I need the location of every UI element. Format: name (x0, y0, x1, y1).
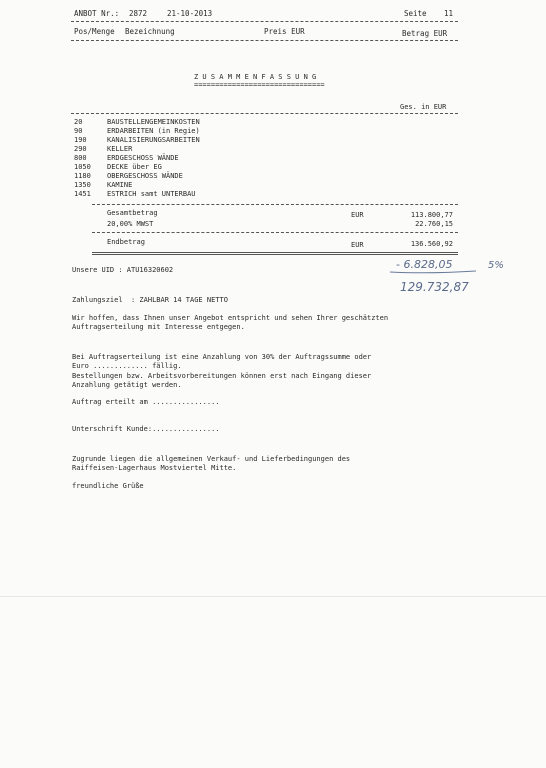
summary-title: Z U S A M M E N F A S S U N G (194, 73, 317, 81)
payment-terms: Zahlungsziel : ZAHLBAR 14 TAGE NETTO (72, 296, 228, 304)
vat-label: 20,00% MWST (107, 220, 154, 228)
summary-row-desc: ERDARBEITEN (in Regie) (107, 127, 200, 135)
summary-row-desc: ERDGESCHOSS WÄNDE (107, 154, 179, 162)
summary-row-desc: KAMINE (107, 181, 133, 189)
handwritten-underline (388, 269, 478, 275)
handwritten-net-total: 129.732,87 (400, 280, 469, 294)
summary-row-pos: 1180 (74, 172, 91, 180)
offer-number: 2872 (129, 9, 148, 18)
total-currency: EUR (351, 211, 364, 219)
closing-paragraph-line: Auftragserteilung mit Interesse entgegen. (72, 323, 245, 331)
header-rule-bottom (71, 40, 458, 41)
summary-row-pos: 190 (74, 136, 87, 144)
terms-paragraph-line: Raiffeisen-Lagerhaus Mostviertel Mitte. (72, 464, 237, 472)
summary-row-pos: 1350 (74, 181, 91, 189)
deposit-paragraph-line: Bei Auftragserteilung ist eine Anzahlung von 30% der Auftragssumme oder (72, 353, 372, 361)
offer-number-label: ANBOT Nr.: (74, 9, 120, 18)
total-amount: 113.800,77 (410, 211, 453, 219)
column-header-pos: Pos/Menge (74, 27, 115, 36)
summary-row-pos: 1050 (74, 163, 91, 171)
summary-row-desc: KELLER (107, 145, 133, 153)
grand-total-currency: EUR (351, 241, 364, 249)
page-label: Seite (404, 9, 427, 18)
company-uid: Unsere UID : ATU16320602 (72, 266, 174, 274)
header-rule-top (71, 21, 458, 22)
customer-signature-line: Unterschrift Kunde:................ (72, 425, 220, 433)
summary-row-pos: 800 (74, 154, 87, 162)
summary-title-underline: =============================== (194, 81, 325, 89)
summary-rule-top (71, 113, 458, 114)
deposit-paragraph-line: Euro ............. fällig. (72, 362, 182, 370)
summary-rule-vat (92, 232, 458, 233)
summary-row-pos: 90 (74, 127, 83, 135)
column-header-description: Bezeichnung (125, 27, 175, 36)
deposit-paragraph-line: Bestellungen bzw. Arbeitsvorbereitungen können erst nach Eingang dieser (72, 372, 372, 380)
handwritten-discount: - 6.828,05 (396, 258, 453, 271)
vat-amount: 22.760,15 (415, 220, 453, 228)
scan-artifact-line (0, 596, 546, 597)
summary-row-desc: KANALISIERUNGSARBEITEN (107, 136, 200, 144)
closing-paragraph-line: Wir hoffen, dass Ihnen unser Angebot entspricht und sehen Ihrer geschätzten (72, 314, 389, 322)
summary-row-desc: OBERGESCHOSS WÄNDE (107, 172, 183, 180)
order-date-line: Auftrag erteilt am ................ (72, 398, 220, 406)
summary-row-pos: 20 (74, 118, 83, 126)
closing-greeting: freundliche Grüße (72, 482, 144, 490)
page-number: 11 (444, 9, 454, 18)
grand-total-label: Endbetrag (107, 238, 145, 246)
summary-rule-subtotal (92, 204, 458, 205)
terms-paragraph-line: Zugrunde liegen die allgemeinen Verkauf- und Lieferbedingungen des (72, 455, 351, 463)
column-header-total: Betrag EUR (402, 29, 448, 38)
handwritten-percent: 5% (488, 260, 504, 271)
total-label: Gesamtbetrag (107, 209, 158, 217)
column-header-price: Preis EUR (264, 27, 305, 36)
grand-total-double-rule (92, 252, 458, 255)
summary-column-total: Ges. in EUR (400, 103, 447, 111)
grand-total-amount: 136.560,92 (410, 240, 453, 248)
summary-row-desc: BAUSTELLENGEMEINKOSTEN (107, 118, 200, 126)
summary-row-desc: DECKE über EG (107, 163, 162, 171)
offer-date: 21-10-2013 (167, 9, 213, 18)
summary-row-pos: 290 (74, 145, 87, 153)
summary-row-pos: 1451 (74, 190, 91, 198)
deposit-paragraph-line: Anzahlung getätigt werden. (72, 381, 182, 389)
summary-row-desc: ESTRICH samt UNTERBAU (107, 190, 196, 198)
